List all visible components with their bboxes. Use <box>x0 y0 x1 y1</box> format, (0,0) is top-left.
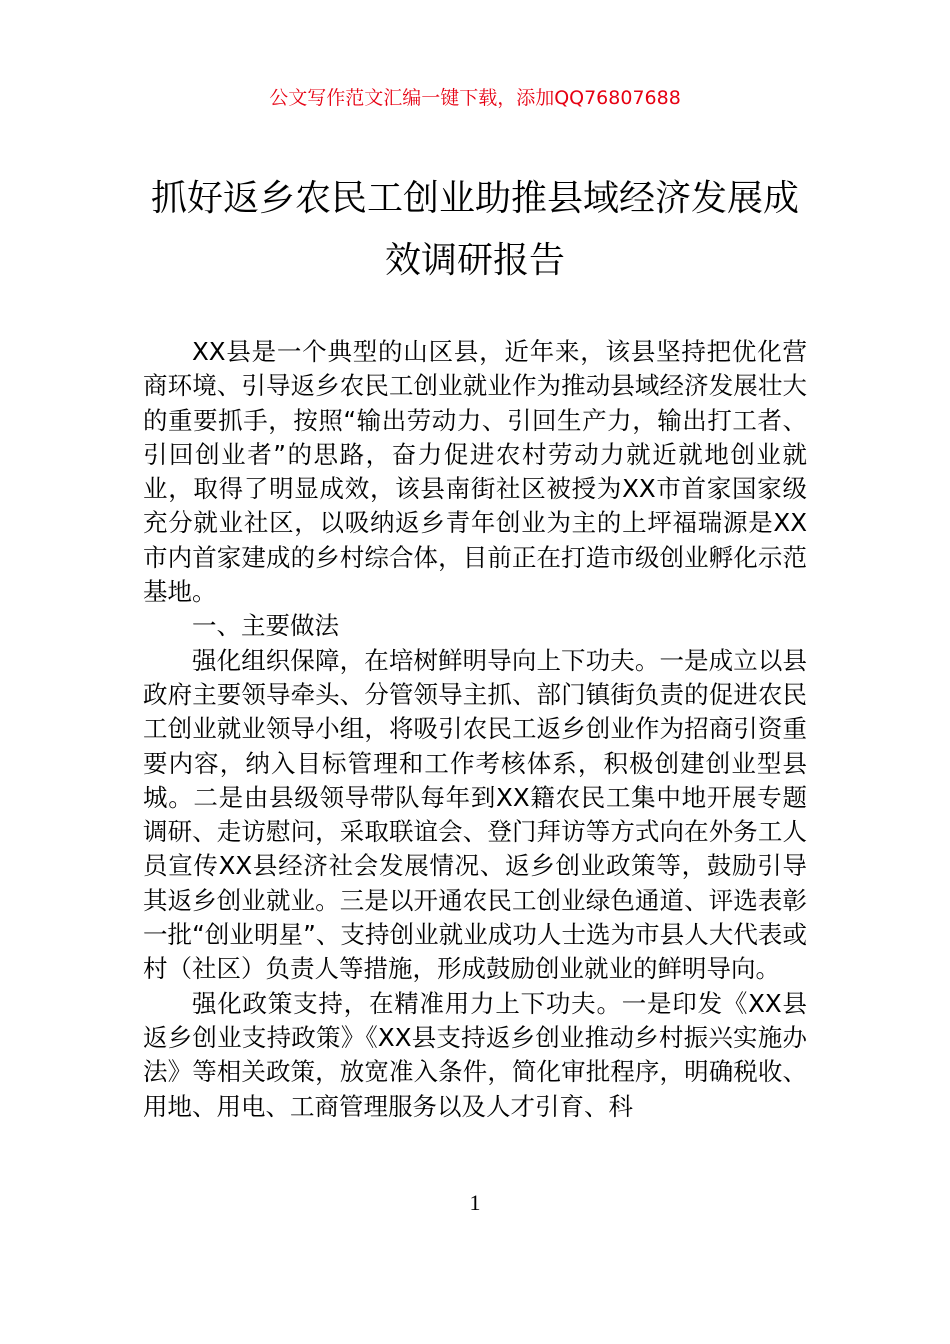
title-line-1: 抓好返乡农民工创业助推县域经济发展成 <box>150 178 799 219</box>
paragraph-organization-guarantee: 强化组织保障，在培树鲜明导向上下功夫。一是成立以县政府主要领导牵头、分管领导主抓、部门镇街负责的促进农民工创业就业领导小组，将吸引农民工返乡创业作为招商引资重要内容，纳入目标管理和工作考核体系，积极创建创业型县城。二是由县级领导带队每年到XX籍农民工集中地开展专题调研、走访慰问，采取联谊会、登门拜访等方式向在外务工人员宣传XX县经济社会发展情况、返乡创业政策等，鼓励引导其返乡创业就业。三是以开通农民工创业绿色通道、评选表彰一批“创业明星”、支持创业就业成功人士选为市县人大代表或村（社区）负责人等措施，形成鼓励创业就业的鲜明导向。 <box>143 645 807 984</box>
intro-paragraph: XX县是一个典型的山区县，近年来，该县坚持把优化营商环境、引导返乡农民工创业就业作为推动县域经济发展壮大的重要抓手，按照“输出劳动力、引回生产力，输出打工者、引回创业者”的思路，奋力促进农村劳动力就近就地创业就业，取得了明显成效，该县南街社区被授为XX市首家国家级充分就业社区，以吸纳返乡青年创业为主的上坪福瑞源是XX市内首家建成的乡村综合体，目前正在打造市级创业孵化示范基地。 <box>143 337 807 607</box>
document-body <box>143 335 807 1124</box>
page-number: 1 <box>469 1190 481 1215</box>
section-heading-main-practices: 一、主要做法 <box>192 611 339 641</box>
document-title <box>0 168 950 292</box>
download-notice: 公文写作范文汇编一键下载，添加QQ76807688 <box>269 87 681 109</box>
title-line-2: 效调研报告 <box>384 240 565 281</box>
paragraph-policy-support: 强化政策支持，在精准用力上下功夫。一是印发《XX县返乡创业支持政策》《XX县支持返乡创业推动乡村振兴实施办法》等相关政策，放宽准入条件，简化审批程序，明确税收、用地、用电、工商管理服务以及人才引育、科 <box>143 988 807 1121</box>
